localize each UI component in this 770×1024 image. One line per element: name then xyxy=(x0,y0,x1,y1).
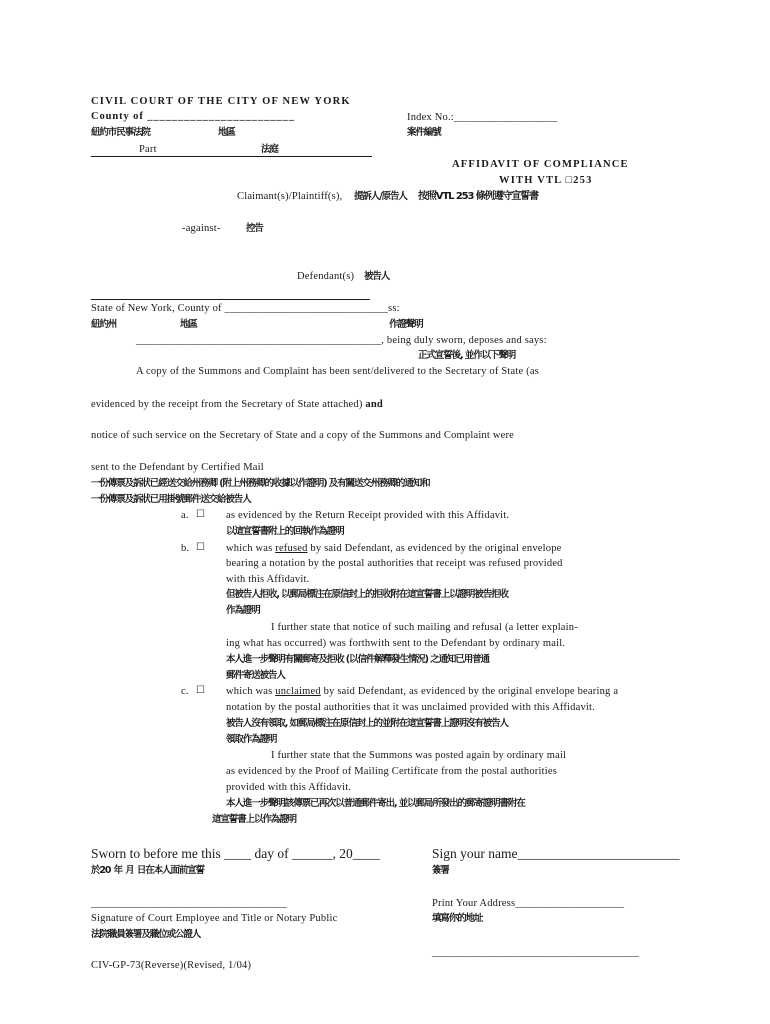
caption-rule xyxy=(91,299,370,300)
option-c-further-cn-2: 這宣誓書上以作為證明 xyxy=(212,814,297,825)
form-id: CIV-GP-73(Reverse)(Revised, 1/04) xyxy=(91,960,252,971)
court-title: CIVIL COURT OF THE CITY OF NEW YORK xyxy=(91,96,351,107)
option-b-further-cn-2: 郵件寄送被告人 xyxy=(226,670,285,681)
court-employee-signature-line[interactable]: ____________________________________ xyxy=(91,898,288,909)
county-cn-label: 紐約市民事法院 xyxy=(91,127,150,138)
option-b-checkbox[interactable]: ☐ xyxy=(196,542,206,553)
defendant-cn-label: 被告人 xyxy=(364,271,390,282)
option-c-further-2: as evidenced by the Proof of Mailing Certificate from the postal authorities xyxy=(226,766,557,777)
option-c-checkbox[interactable]: ☐ xyxy=(196,685,206,696)
ss-cn-label: 作證聲明 xyxy=(389,319,423,330)
sworn-cn-label: 正式宣誓後, 並作以下聲明 xyxy=(418,350,516,361)
option-c-further-3: provided with this Affidavit. xyxy=(226,782,352,793)
option-c-further-cn-1: 本人進一步聲明該傳票已再次以普通郵件寄出, 並以郵局所發出的郵寄證明書附在 xyxy=(226,798,525,809)
sign-cn: 簽署 xyxy=(432,865,449,876)
court-employee-cn: 法院職員簽署及職位或公證人 xyxy=(91,929,201,940)
index-number-field: Index No.:___________________ xyxy=(407,112,558,123)
county-cn-area: 地區 xyxy=(218,127,235,138)
body-cn-2: 一份傳票及訴狀已用掛號郵件送交給被告人 xyxy=(91,494,251,505)
part-cn-label: 法庭 xyxy=(261,144,278,155)
sworn-date-field: Sworn to before me this ____ day of ______, 20____ xyxy=(91,846,380,861)
body-para-3: notice of such service on the Secretary of State and a copy of the Summons and Complaint were xyxy=(91,430,515,441)
print-address-field[interactable]: Print Your Address____________________ xyxy=(432,898,625,909)
option-b-further-cn-1: 本人進一步聲明有關郵寄及拒收 (以信件解釋發生情況) 之通知已用普通 xyxy=(226,654,489,665)
option-c-letter: c. xyxy=(181,686,189,697)
option-c-further-1: I further state that the Summons was posted again by ordinary mail xyxy=(271,750,567,761)
option-a-letter: a. xyxy=(181,510,189,521)
option-c-cn-1: 被告人沒有領取, 如郵局標注在原信封上的並附在這宣誓書上證明沒有被告人 xyxy=(226,718,508,729)
option-b-text: which was refused by said Defendant, as evidenced by the original envelope xyxy=(226,543,562,554)
venue-county-cn-label: 地區 xyxy=(180,319,197,330)
sworn-cn: 於20 年 月 日在本人面前宣誓 xyxy=(91,865,205,876)
part-rule xyxy=(91,156,372,157)
part-label: Part xyxy=(139,144,157,155)
against-cn-label: 控告 xyxy=(246,223,263,234)
option-b-further-1: I further state that notice of such mailing and refusal (a letter explain- xyxy=(271,622,578,633)
option-a-checkbox[interactable]: ☐ xyxy=(196,509,206,520)
body-para-2: evidenced by the receipt from the Secretary of State attached) and xyxy=(91,399,383,410)
court-employee-label: Signature of Court Employee and Title or Notary Public xyxy=(91,913,338,924)
option-b-further-2: ing what has occurred) was forthwith sent to the Defendant by ordinary mail. xyxy=(226,638,566,649)
option-a-cn: 以這宣誓書附上的回執作為證明 xyxy=(226,526,344,537)
deponent-name-field: _____________________________________________, being duly sworn, deposes and says: xyxy=(136,335,547,346)
venue-line: State of New York, County of ______________________________ss: xyxy=(91,303,400,314)
against-label: -against- xyxy=(182,223,221,234)
address-line-2[interactable]: ______________________________________ xyxy=(432,947,640,958)
state-cn-label: 紐約州 xyxy=(91,319,117,330)
affidavit-title-line2: WITH VTL □253 xyxy=(499,175,593,186)
defendant-label: Defendant(s) xyxy=(297,271,355,282)
option-b-cn-2: 作為證明 xyxy=(226,605,260,616)
sign-name-field[interactable]: Sign your name________________________ xyxy=(432,846,680,861)
affidavit-cn-title: 按照VTL 253 條例遵守宣誓書 xyxy=(418,191,539,202)
option-b-letter: b. xyxy=(181,543,190,554)
option-a-text: as evidenced by the Return Receipt provided with this Affidavit. xyxy=(226,510,510,521)
option-b-line3: with this Affidavit. xyxy=(226,574,310,585)
county-field: County of ________________________ xyxy=(91,111,295,122)
affidavit-title: AFFIDAVIT OF COMPLIANCE xyxy=(452,159,629,170)
body-para-4: sent to the Defendant by Certified Mail xyxy=(91,462,264,473)
claimant-cn-label: 提訴人/原告人 xyxy=(354,191,407,202)
option-b-line2: bearing a notation by the postal authorities that receipt was refused provided xyxy=(226,558,563,569)
option-b-cn-1: 但被告人拒收, 以郵局標注在原信封上的拒收附在這宣誓書上以證明被告拒收 xyxy=(226,589,508,600)
body-para-1: A copy of the Summons and Complaint has been sent/delivered to the Secretary of State (as xyxy=(136,366,539,377)
option-c-cn-2: 領取作為證明 xyxy=(226,734,277,745)
claimant-label: Claimant(s)/Plaintiff(s), xyxy=(237,191,343,202)
address-cn: 填寫你的地址 xyxy=(432,913,483,924)
body-cn-1: 一份傳票及訴狀已經送交給州務卿 (附上州務卿的收據以作證明) 及有關送交州務卿的通知和 xyxy=(91,478,430,489)
option-c-line2: notation by the postal authorities that it was unclaimed provided with this Affidavit. xyxy=(226,702,595,713)
option-c-text: which was unclaimed by said Defendant, as evidenced by the original envelope bearing a xyxy=(226,686,619,697)
index-cn-label: 案件編號 xyxy=(407,127,441,138)
